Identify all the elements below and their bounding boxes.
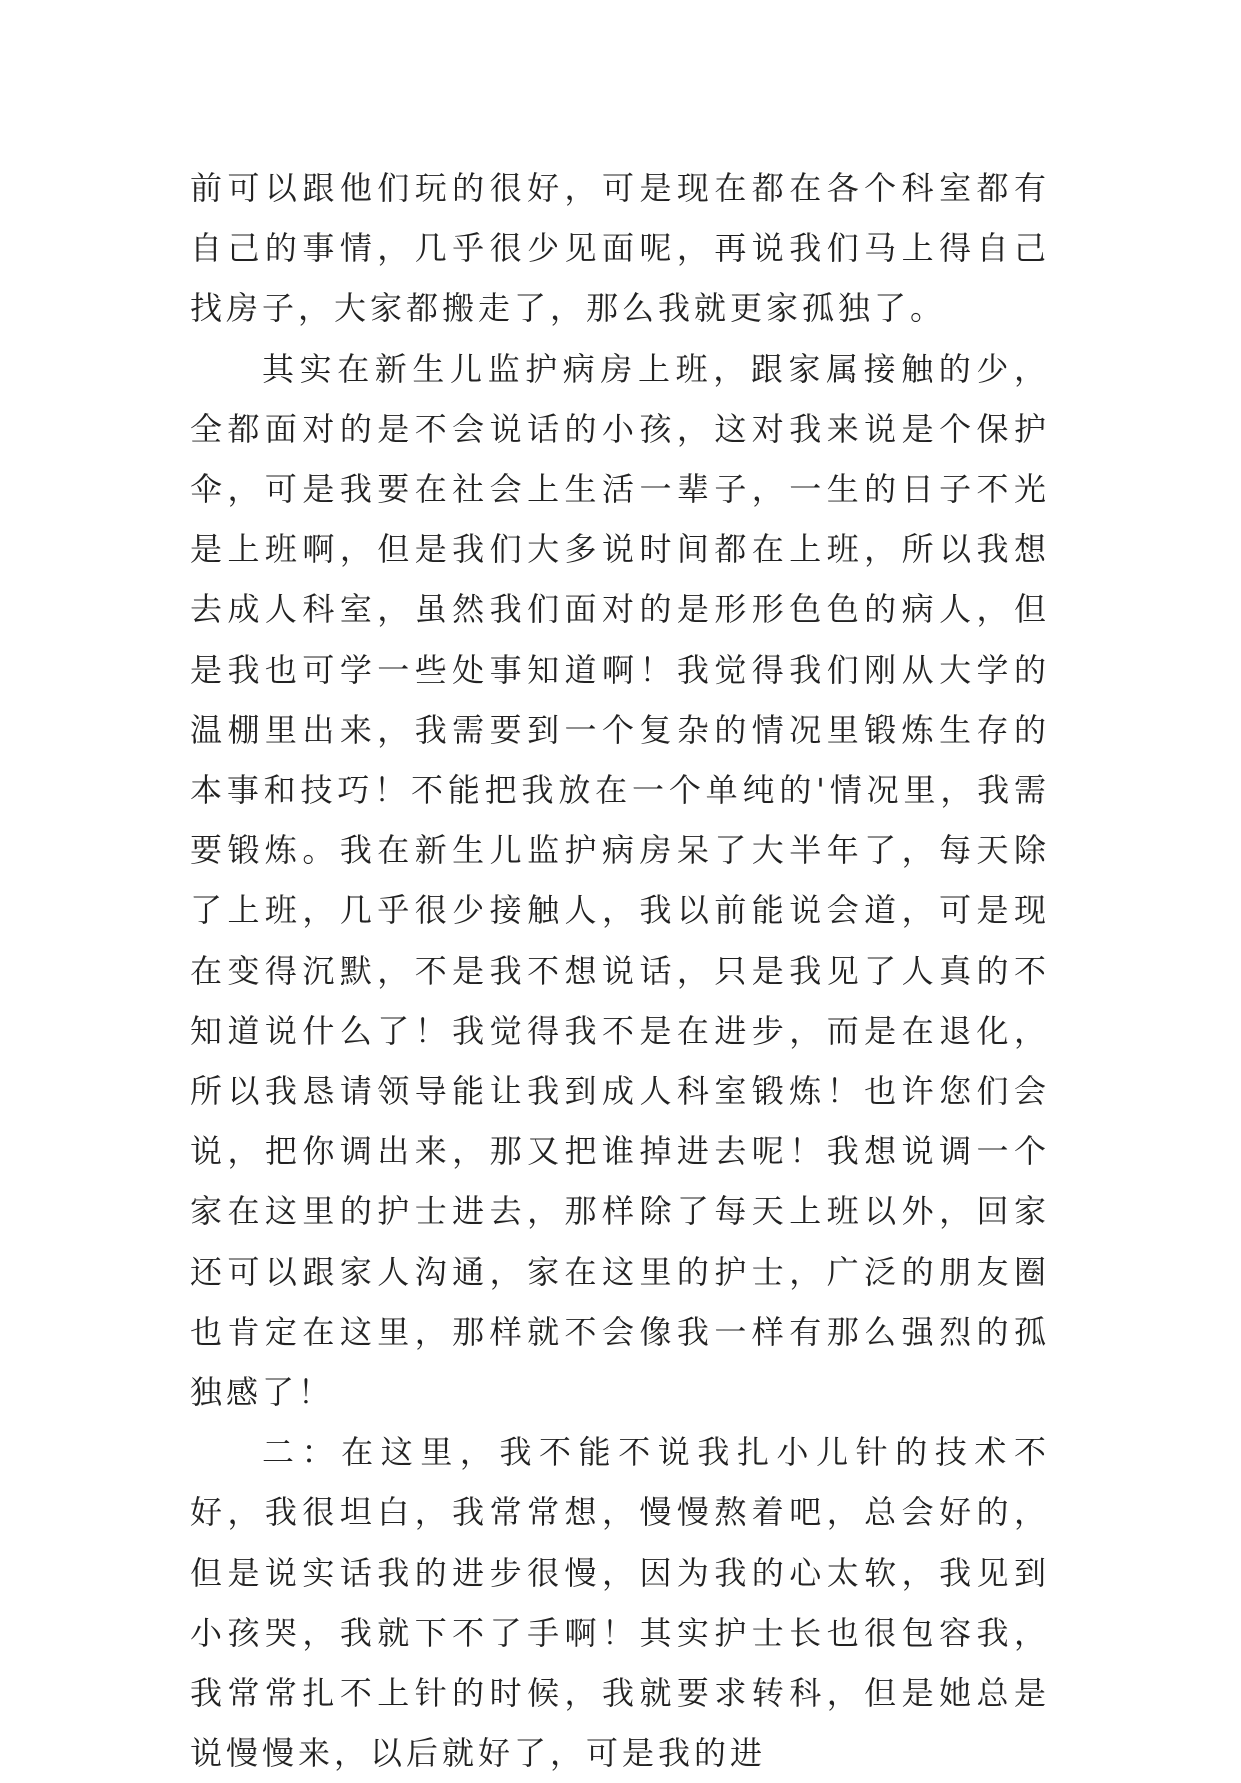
paragraph-2: 其实在新生儿监护病房上班，跟家属接触的少，全都面对的是不会说话的小孩，这对我来说是个保护伞，可是我要在社会上生活一辈子，一生的日子不光是上班啊，但是我们大多说时间都在上班，所以我想去成人科室，虽然我们面对的是形形色色的病人，但是我也可学一些处事知道啊！我觉得我们刚从大学的温棚里出来，我需要到一个复杂的情况里锻炼生存的本事和技巧！不能把我放在一个单纯的'情况里，我需要锻炼。我在新生儿监护病房呆了大半年了，每天除了上班，几乎很少接触人，我以前能说会道，可是现在变得沉默，不是我不想说话，只是我见了人真的不知道说什么了！我觉得我不是在进步，而是在退化，所以我恳请领导能让我到成人科室锻炼！也许您们会说，把你调出来，那又把谁掉进去呢！我想说调一个家在这里的护士进去，那样除了每天上班以外，回家还可以跟家人沟通，家在这里的护士，广泛的朋友圈也肯定在这里，那样就不会像我一样有那么强烈的孤独感了！ <box>190 349 1050 1412</box>
document-body <box>190 158 1050 1783</box>
paragraph-1: 前可以跟他们玩的很好，可是现在都在各个科室都有自己的事情，几乎很少见面呢，再说我们马上得自己找房子，大家都搬走了，那么我就更家孤独了。 <box>190 169 1050 328</box>
paragraph-3: 二：在这里，我不能不说我扎小儿针的技术不好，我很坦白，我常常想，慢慢熬着吧，总会好的，但是说实话我的进步很慢，因为我的心太软，我见到小孩哭，我就下不了手啊！其实护士长也很包容我，我常常扎不上针的时候，我就要求转科，但是她总是说慢慢来，以后就好了，可是我的进 <box>190 1433 1050 1773</box>
